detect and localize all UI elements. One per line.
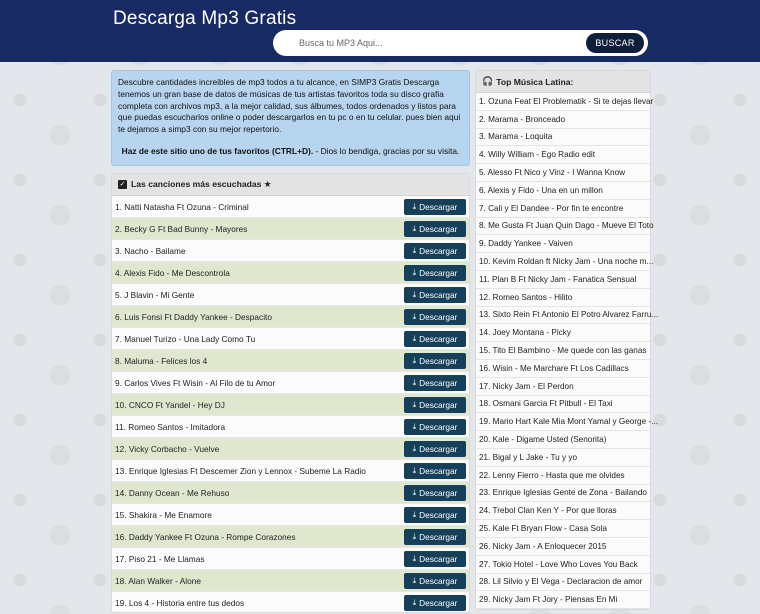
download-button[interactable] xyxy=(404,463,466,479)
song-row xyxy=(112,394,469,416)
download-label: Descargar xyxy=(419,201,458,212)
search-bar xyxy=(273,30,648,56)
download-icon: ⤓ xyxy=(412,487,417,497)
top-songs-panel xyxy=(111,173,470,613)
download-button[interactable] xyxy=(404,529,466,545)
song-link[interactable]: 8. Maluma - Felices los 4 xyxy=(115,355,208,366)
top-latin-panel xyxy=(475,70,659,610)
site-header xyxy=(0,0,760,62)
song-link[interactable]: 9. Carlos Vives Ft Wisin - Al Filo de tu Amor xyxy=(115,377,276,388)
download-button[interactable] xyxy=(404,309,466,325)
song-link[interactable]: 7. Manuel Turizo - Una Lady Como Tu xyxy=(115,333,256,344)
top-songs-title: Las canciones más escuchadas ★ xyxy=(131,179,272,189)
top-latin-title: Top Música Latina: xyxy=(496,76,574,87)
song-row xyxy=(112,218,469,240)
download-label: Descargar xyxy=(419,311,458,322)
top-latin-item[interactable]: 8. Me Gusta Ft Juan Quin Dago - Mueve El Toto xyxy=(476,218,650,236)
download-label: Descargar xyxy=(419,465,458,476)
download-button[interactable] xyxy=(404,441,466,457)
song-row xyxy=(112,416,469,438)
top-latin-item[interactable]: 24. Trebol Clan Ken Y - Por que lloras xyxy=(476,502,650,520)
download-button[interactable] xyxy=(404,573,466,589)
song-link[interactable]: 18. Alan Walker - Alone xyxy=(115,575,201,586)
download-button[interactable] xyxy=(404,507,466,523)
song-link[interactable]: 19. Los 4 - Historia entre tus dedos xyxy=(115,597,245,608)
top-latin-item[interactable]: 25. Kale Ft Bryan Flow - Casa Sola xyxy=(476,520,650,538)
download-icon: ⤓ xyxy=(412,399,417,409)
song-row xyxy=(112,350,469,372)
headphones-icon: 🎧 xyxy=(482,76,494,86)
download-button[interactable] xyxy=(404,331,466,347)
download-label: Descargar xyxy=(419,531,458,542)
song-link[interactable]: 14. Danny Ocean - Me Rehuso xyxy=(115,487,230,498)
download-icon: ⤓ xyxy=(412,465,417,475)
download-button[interactable] xyxy=(404,375,466,391)
song-row xyxy=(112,504,469,526)
intro-thanks: - Dios lo bendiga, gracias por su visita. xyxy=(313,145,460,156)
top-latin-item[interactable]: 19. Mario Hart Kale Mia Mont Yamal y George -... xyxy=(476,413,650,431)
song-link[interactable]: 11. Romeo Santos - Imitadora xyxy=(115,421,226,432)
download-icon: ⤓ xyxy=(412,575,417,585)
download-label: Descargar xyxy=(419,597,458,608)
song-row xyxy=(112,570,469,592)
song-row xyxy=(112,284,469,306)
intro-favorite-text xyxy=(118,146,463,158)
top-latin-item[interactable]: 27. Tokio Hotel - Love Who Loves You Back xyxy=(476,556,650,574)
song-row xyxy=(112,240,469,262)
song-list xyxy=(112,196,469,614)
download-label: Descargar xyxy=(419,223,458,234)
download-icon: ⤓ xyxy=(412,289,417,299)
song-link[interactable]: 5. J Blavin - Mi Gente xyxy=(115,289,195,300)
download-icon: ⤓ xyxy=(412,245,417,255)
top-latin-item[interactable]: 29. Nicky Jam Ft Jory - Piensas En Mi xyxy=(476,591,650,609)
song-link[interactable]: 4. Alexis Fido - Me Descontrola xyxy=(115,267,230,278)
song-link[interactable]: 13. Enrique Iglesias Ft Descemer Zion y Lennox - Subeme La Radio xyxy=(115,465,366,476)
song-link[interactable]: 2. Becky G Ft Bad Bunny - Mayores xyxy=(115,223,248,234)
song-link[interactable]: 3. Nacho - Bailame xyxy=(115,245,186,256)
top-songs-header xyxy=(112,174,469,196)
song-row xyxy=(112,306,469,328)
top-latin-item[interactable]: 2. Marama - Bronceado xyxy=(476,111,650,129)
download-label: Descargar xyxy=(419,333,458,344)
download-label: Descargar xyxy=(419,509,458,520)
download-icon: ⤓ xyxy=(412,333,417,343)
top-latin-item[interactable]: 26. Nicky Jam - A Enloquecer 2015 xyxy=(476,538,650,556)
top-latin-list xyxy=(476,93,659,609)
song-row xyxy=(112,548,469,570)
download-icon: ⤓ xyxy=(412,553,417,563)
download-icon: ⤓ xyxy=(412,223,417,233)
song-row xyxy=(112,482,469,504)
song-link[interactable]: 10. CNCO Ft Yandel - Hey DJ xyxy=(115,399,225,410)
download-icon: ⤓ xyxy=(412,201,417,211)
download-label: Descargar xyxy=(419,377,458,388)
download-button[interactable] xyxy=(404,199,466,215)
top-latin-item[interactable]: 28. Lil Silvio y El Vega - Declaracion de amor xyxy=(476,574,650,592)
download-button[interactable] xyxy=(404,419,466,435)
song-link[interactable]: 1. Natti Natasha Ft Ozuna - Criminal xyxy=(115,201,249,212)
song-link[interactable]: 12. Vicky Corbacho - Vuelve xyxy=(115,443,220,454)
intro-favorite-bold: Haz de este sitio uno de tus favoritos (CTRL+D). xyxy=(121,145,314,156)
song-row xyxy=(112,372,469,394)
top-latin-item[interactable]: 12. Romeo Santos - Hilito xyxy=(476,289,650,307)
top-latin-item[interactable]: 17. Nicky Jam - El Perdon xyxy=(476,378,650,396)
download-label: Descargar xyxy=(419,553,458,564)
download-label: Descargar xyxy=(419,487,458,498)
download-label: Descargar xyxy=(419,245,458,256)
check-square-icon: ✓ xyxy=(119,181,126,188)
top-latin-item[interactable]: 3. Marama - Loquita xyxy=(476,129,650,147)
download-icon: ⤓ xyxy=(412,509,417,519)
download-button[interactable] xyxy=(404,243,466,259)
download-button[interactable] xyxy=(404,551,466,567)
top-latin-item[interactable]: 9. Daddy Yankee - Vaiven xyxy=(476,235,650,253)
download-label: Descargar xyxy=(419,267,458,278)
top-latin-item[interactable]: 11. Plan B Ft Nicky Jam - Fanatica Sensual xyxy=(476,271,650,289)
download-icon: ⤓ xyxy=(412,597,417,607)
download-icon: ⤓ xyxy=(412,531,417,541)
intro-box xyxy=(111,70,470,166)
top-latin-item[interactable]: 6. Alexis y Fido - Una en un millon xyxy=(476,182,650,200)
download-icon: ⤓ xyxy=(412,311,417,321)
song-row xyxy=(112,592,469,614)
download-icon: ⤓ xyxy=(412,355,417,365)
search-button[interactable]: BUSCAR xyxy=(586,33,644,53)
download-button[interactable] xyxy=(404,221,466,237)
top-latin-item[interactable]: 10. Kevim Roldan ft Nicky Jam - Una noche m... xyxy=(476,253,650,271)
download-label: Descargar xyxy=(419,575,458,586)
download-icon: ⤓ xyxy=(412,421,417,431)
song-row xyxy=(112,328,469,350)
download-icon: ⤓ xyxy=(412,443,417,453)
download-button[interactable] xyxy=(404,397,466,413)
song-link[interactable]: 16. Daddy Yankee Ft Ozuna - Rompe Corazones xyxy=(115,531,296,542)
site-title[interactable]: Descarga Mp3 Gratis xyxy=(113,8,297,29)
top-latin-item[interactable]: 23. Enrique Iglesias Gente de Zona - Bailando xyxy=(476,485,650,503)
top-latin-item[interactable]: 22. Lenny Fierro - Hasta que me olvides xyxy=(476,467,650,485)
download-button[interactable] xyxy=(404,287,466,303)
download-label: Descargar xyxy=(419,399,458,410)
download-label: Descargar xyxy=(419,355,458,366)
song-row xyxy=(112,438,469,460)
download-label: Descargar xyxy=(419,443,458,454)
download-label: Descargar xyxy=(419,421,458,432)
song-row xyxy=(112,262,469,284)
top-latin-item[interactable]: 14. Joey Montana - Picky xyxy=(476,324,650,342)
top-latin-item[interactable]: 15. Tito El Bambino - Me quede con las ganas xyxy=(476,342,650,360)
download-button[interactable] xyxy=(404,265,466,281)
download-button[interactable] xyxy=(404,485,466,501)
song-row xyxy=(112,460,469,482)
search-input[interactable] xyxy=(273,30,586,56)
download-button[interactable] xyxy=(404,353,466,369)
top-latin-item[interactable]: 18. Osmani Garcia Ft Pitbull - El Taxi xyxy=(476,396,650,414)
top-latin-item[interactable]: 20. Kale - Digame Usted (Senorita) xyxy=(476,431,650,449)
song-row xyxy=(112,196,469,218)
top-latin-item[interactable]: 1. Ozuna Feat El Problematik - Si te dejas llevar xyxy=(476,93,650,111)
top-latin-item[interactable]: 5. Alesso Ft Nico y Vinz - I Wanna Know xyxy=(476,164,650,182)
top-latin-item[interactable]: 13. Sixto Rein Ft Antonio El Potro Alvarez Farru... xyxy=(476,307,650,325)
top-latin-item[interactable]: 4. Willy William - Ego Radio edit xyxy=(476,146,650,164)
top-latin-item[interactable]: 21. Bigal y L Jake - Tu y yo xyxy=(476,449,650,467)
song-link[interactable]: 17. Piso 21 - Me Llamas xyxy=(115,553,205,564)
intro-text: Descubre cantidades increibles de mp3 todos a tu alcance, en SIMP3 Gratis Descarga tenemos un gran base de datos de músicas de tus artistas favoritos toda su disco grafia completa con archivos mp3, a la mejor calidad, sus álbumes, todos ordenados y listos para que puedas escucharlos online o poder descargarlos en tu pc o en tu celular. pues bien aqui te dejamos a simp3 con su mejor repertorio. xyxy=(118,77,461,135)
song-link[interactable]: 15. Shakira - Me Enamore xyxy=(115,509,212,520)
song-link[interactable]: 6. Luis Fonsi Ft Daddy Yankee - Despacito xyxy=(115,311,272,322)
download-button[interactable] xyxy=(404,595,466,611)
song-row xyxy=(112,526,469,548)
top-latin-item[interactable]: 16. Wisin - Me Marchare Ft Los Cadillacs xyxy=(476,360,650,378)
download-icon: ⤓ xyxy=(412,377,417,387)
top-latin-item[interactable]: 7. Cali y El Dandee - Por fin te encontre xyxy=(476,200,650,218)
download-icon: ⤓ xyxy=(412,267,417,277)
download-label: Descargar xyxy=(419,289,458,300)
top-latin-header xyxy=(476,71,650,93)
